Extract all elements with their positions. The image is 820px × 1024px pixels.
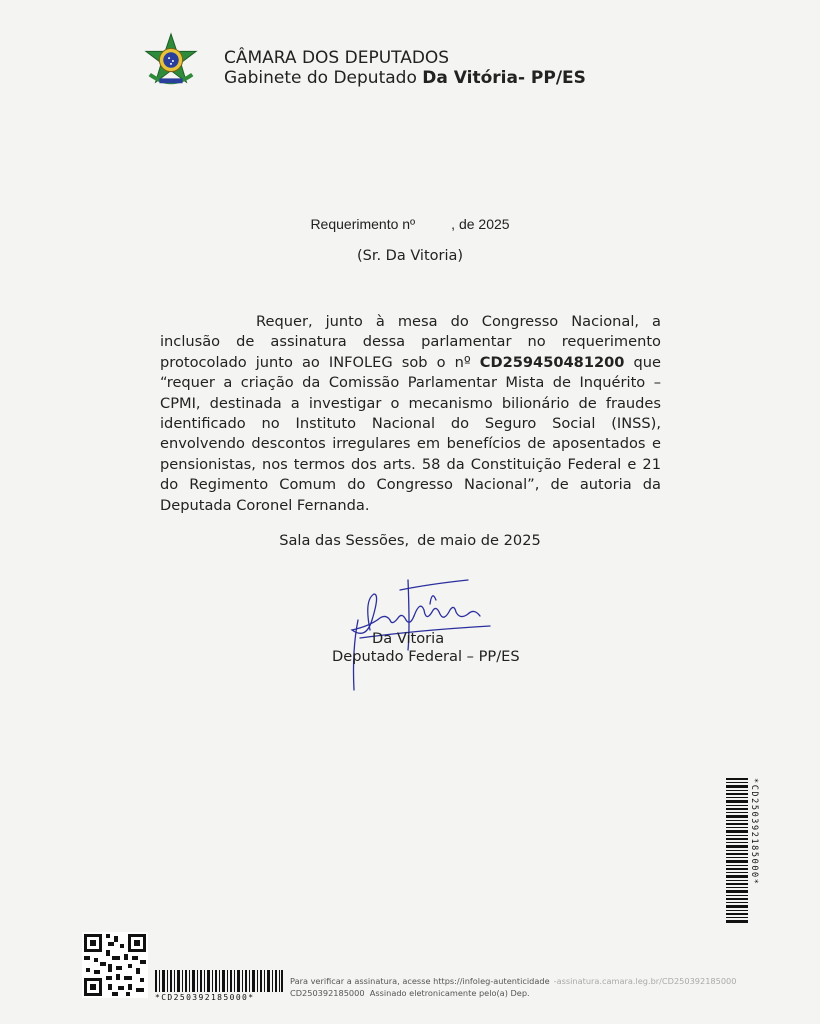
request-title <box>0 216 820 232</box>
signed-text: Assinado eletronicamente pelo(a) Dep. <box>369 988 530 998</box>
session-date: de maio de 2025 <box>417 532 541 549</box>
authenticity-text: Para verificar a assinatura, acesse https://infoleg-autenticidade <box>290 976 550 986</box>
horizontal-barcode-number: *CD250392185000* <box>155 993 255 1002</box>
request-title-prefix: Requerimento nº <box>310 216 416 232</box>
signed-electronically <box>290 988 530 998</box>
header-text <box>224 48 586 88</box>
brazil-coat-of-arms-icon <box>142 32 200 90</box>
request-body <box>160 312 661 516</box>
office-line <box>224 68 586 88</box>
office-prefix: Gabinete do Deputado <box>224 68 423 88</box>
request-author: (Sr. Da Vitoria) <box>356 248 464 264</box>
vertical-barcode <box>726 778 748 924</box>
qr-code <box>82 932 148 998</box>
body-part-1: Requer, junto à mesa do Congresso Nacional, a inclusão de assinatura dessa parlamentar no requerimento protocolado junto ao INFOLEG sob o nº <box>160 313 661 371</box>
request-title-suffix: , de 2025 <box>451 216 510 232</box>
vertical-barcode-text: *CD250392185000* <box>749 778 759 886</box>
session-line <box>0 532 820 549</box>
horizontal-barcode <box>155 970 283 992</box>
vertical-barcode-number <box>748 778 762 924</box>
institution-name: CÂMARA DOS DEPUTADOS <box>224 48 450 68</box>
infoleg-code: CD259450481200 <box>479 353 625 371</box>
signed-code: CD250392185000 <box>290 988 365 998</box>
signatory-name: Da Vitoria <box>372 630 445 647</box>
office-name: Da Vitória- PP/ES <box>422 68 586 88</box>
body-part-2: que “requer a criação da Comissão Parlamentar Mista de Inquérito – CPMI, destinada a investigar o mecanismo bilionário de fraudes identificado no Instituto Nacional do Seguro Social (INSS), envolvendo descontos irregulares em benefícios de aposentados e pensionistas, nos termos dos arts. 58 da Constituição Federal e 21 do Regimento Comum do Congresso Nacional”, de autoria da Deputada Coronel Fernanda. <box>160 353 662 514</box>
authenticity-link[interactable] <box>290 976 736 986</box>
session-prefix: Sala das Sessões, <box>279 532 410 549</box>
signatory-role: Deputado Federal – PP/ES <box>332 648 520 665</box>
authenticity-url-ghost: -assinatura.camara.leg.br/CD250392185000 <box>553 976 737 986</box>
